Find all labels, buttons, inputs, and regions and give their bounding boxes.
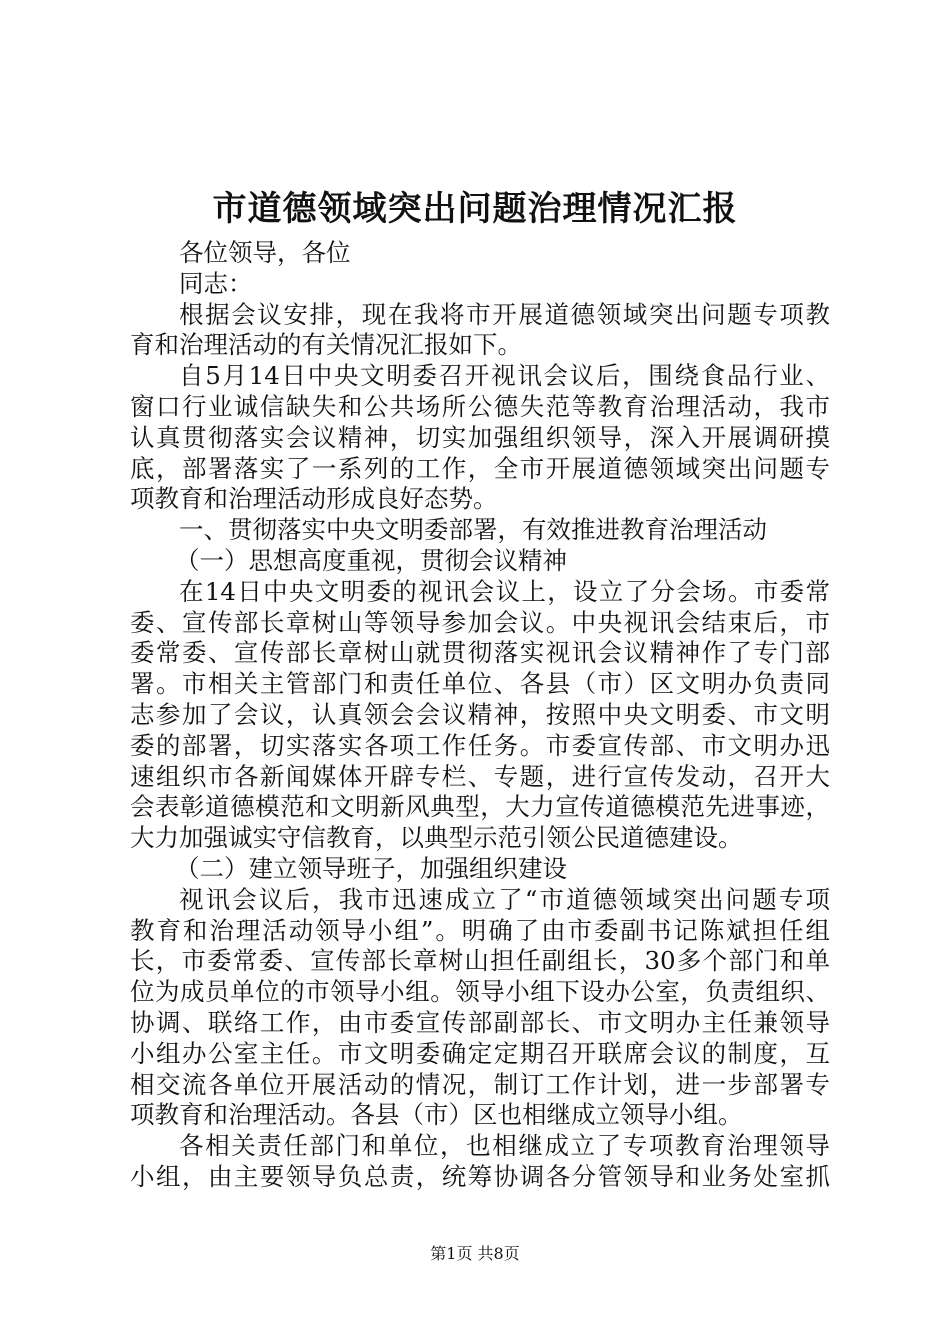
text-line: 各相关责任部门和单位，也相继成立了专项教育治理领导 <box>179 1131 830 1161</box>
text-line: 委的部署，切实落实各项工作任务。市委宣传部、市文明办迅 <box>130 730 830 760</box>
text-line: 认真贯彻落实会议精神，切实加强组织领导，深入开展调研摸 <box>130 422 830 452</box>
text-line: 自5月14日中央文明委召开视讯会议后，围绕食品行业、 <box>179 361 830 391</box>
text-line: 视讯会议后，我市迅速成立了“市道德领域突出问题专项 <box>179 884 830 914</box>
document-body <box>130 238 830 1193</box>
text-line: 窗口行业诚信缺失和公共场所公德失范等教育治理活动，我市 <box>130 391 830 421</box>
text-line: 委、宣传部长章树山等领导参加会议。中央视讯会结束后，市 <box>130 607 830 637</box>
document-title: 市道德领域突出问题治理情况汇报 <box>212 189 738 229</box>
text-line: 协调、联络工作，由市委宣传部副部长、市文明办主任兼领导 <box>130 1007 830 1037</box>
text-line: 育和治理活动的有关情况汇报如下。 <box>130 330 522 360</box>
text-line: 小组，由主要领导负总责，统筹协调各分管领导和业务处室抓 <box>130 1161 830 1191</box>
text-line: （二）建立领导班子，加强组织建设 <box>175 853 567 883</box>
text-line: 项教育和治理活动。各县（市）区也相继成立领导小组。 <box>130 1100 743 1130</box>
text-line: 速组织市各新闻媒体开辟专栏、专题，进行宣传发动，召开大 <box>130 761 830 791</box>
page-footer: 第1页 共8页 <box>430 1244 520 1263</box>
text-line: 项教育和治理活动形成良好态势。 <box>130 484 498 514</box>
text-line: 教育和治理活动领导小组”。明确了由市委副书记陈斌担任组 <box>130 915 830 945</box>
text-line: 小组办公室主任。市文明委确定定期召开联席会议的制度，互 <box>130 1038 830 1068</box>
text-line: 署。市相关主管部门和责任单位、各县（市）区文明办负责同 <box>130 669 830 699</box>
text-line: 各位领导，各位 <box>179 238 351 267</box>
text-line: 志参加了会议，认真领会会议精神，按照中央文明委、市文明 <box>130 699 830 729</box>
text-line: 相交流各单位开展活动的情况，制订工作计划，进一步部署专 <box>130 1069 830 1099</box>
text-line: 底，部署落实了一系列的工作，全市开展道德领域突出问题专 <box>130 453 830 483</box>
text-line: （一）思想高度重视，贯彻会议精神 <box>175 545 567 575</box>
text-line: 一、贯彻落实中央文明委部署，有效推进教育治理活动 <box>179 515 767 545</box>
text-line: 位为成员单位的市领导小组。领导小组下设办公室，负责组织、 <box>130 977 830 1007</box>
text-line: 根据会议安排，现在我将市开展道德领域突出问题专项教 <box>179 299 830 329</box>
text-line: 会表彰道德模范和文明新风典型，大力宣传道德模范先进事迹， <box>130 792 830 822</box>
text-line: 长，市委常委、宣传部长章树山担任副组长，30多个部门和单 <box>130 946 830 976</box>
text-line: 在14日中央文明委的视讯会议上，设立了分会场。市委常 <box>179 576 830 606</box>
text-line: 委常委、宣传部长章树山就贯彻落实视讯会议精神作了专门部 <box>130 638 830 668</box>
text-line: 同志： <box>179 268 253 298</box>
text-line: 大力加强诚实守信教育，以典型示范引领公民道德建设。 <box>130 823 743 853</box>
